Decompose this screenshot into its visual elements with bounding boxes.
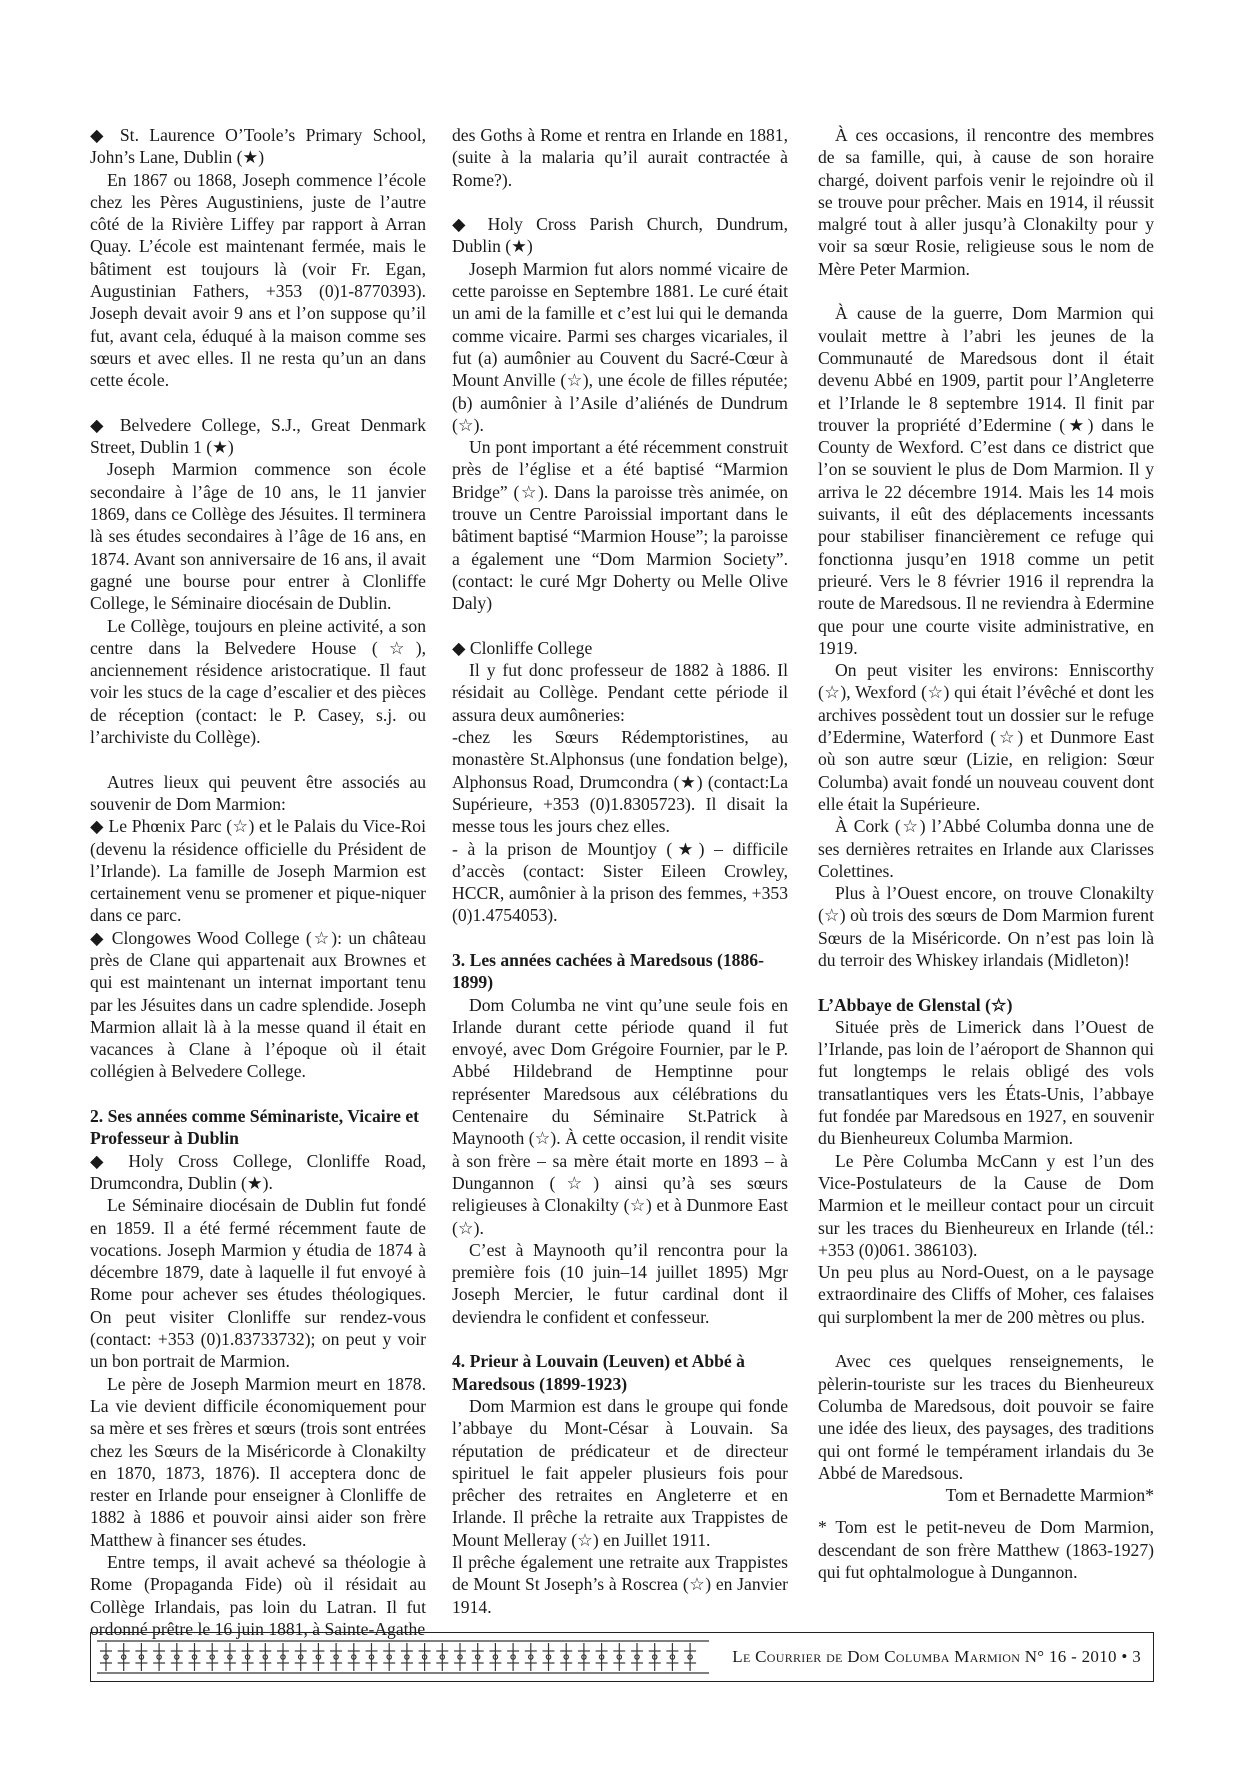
column-middle xyxy=(452,124,788,1618)
paragraph: C’est à Maynooth qu’il rencontra pour la première fois (10 juin–14 juillet 1895) Mgr Joseph Mercier, le futur cardinal dont il deviendra le confident et confesseur. xyxy=(452,1239,788,1327)
section-heading: L’Abbaye de Glenstal (☆) xyxy=(818,994,1013,1015)
paragraph: Joseph Marmion commence son école secondaire à l’âge de 10 ans, le 11 janvier 1869, dans ce Collège des Jésuites. Il terminera là ses études secondaires à l’âge de 16 ans, en 1874. Avant son anniversaire de 16 ans, il avait gagné une bourse pour entrer à Clonliffe College, le Séminaire diocésain de Dublin. xyxy=(90,459,426,614)
paragraph: ◆ Holy Cross Parish Church, Dundrum, Dublin (★) xyxy=(452,214,788,257)
paragraph: Avec ces quelques renseignements, le pèlerin-touriste sur les traces du Bienheureux Columba de Maredsous, doit pouvoir se faire une idée des lieux, des paysages, des traditions qui ont formé le tempérament irlandais du 3e Abbé de Maredsous. xyxy=(818,1351,1154,1483)
paragraph: Entre temps, il avait achevé sa théologie à Rome (Propaganda Fide) où il résidait au Collège Irlandais, pas loin du Latran. Il fut ordonné prêtre le 16 juin 1881, à Sainte-Agathe xyxy=(90,1552,426,1639)
section-heading: 2. Ses années comme Séminariste, Vicaire et Professeur à Dublin xyxy=(90,1106,419,1149)
footer-journal-title: Le Courrier de Dom Columba Marmion N° 16 - 2010 • xyxy=(732,1647,1128,1666)
paragraph: ◆ Le Phœnix Parc (☆) et le Palais du Vice-Roi (devenu la résidence officielle du Président de l’Irlande). La famille de Joseph Marmion est certainement venu se promener et pique-niquer dans ce parc. xyxy=(90,816,426,926)
paragraph: -chez les Sœurs Rédemptoristines, au monastère St.Alphonsus (une fondation belge), Alphonsus Road, Drumcondra (★) (contact:La Supérieure, +353 (0)1.8305723). Il disait la messe tous les jours chez elles. xyxy=(452,727,788,837)
cross-ornament-border-icon xyxy=(97,1639,709,1675)
paragraph: Autres lieux qui peuvent être associés au souvenir de Dom Marmion: xyxy=(90,771,426,814)
paragraph: Située près de Limerick dans l’Ouest de l’Irlande, pas loin de l’aéroport de Shannon qui fut longtemps le relais obligé des vols transatlantiques vers les États-Unis, l’abbaye fut fondée par Maredsous en 1927, en souvenir du Bienheureux Columba Marmion. xyxy=(818,1016,1154,1149)
paragraph: Un pont important a été récemment construit près de l’église et a été baptisé “Marmion Bridge” (☆). Dans la paroisse très animée, on trouve un Centre Paroissial important dans le bâtiment baptisé “Marmion House”; la paroisse a également une “Dom Marmion Society”. (contact: le curé Mgr Doherty ou Melle Olive Daly) xyxy=(452,437,788,614)
paragraph: Le Père Columba McCann y est l’un des Vice-Postulateurs de la Cause de Dom Marmion et le meilleur contact pour un circuit sur les traces du Bienheureux en Irlande (tél.: +353 (0)061. 386103). xyxy=(818,1150,1154,1260)
footnote: * Tom est le petit-neveu de Dom Marmion, descendant de son frère Matthew (1863-1927) qui fut ophtalmologue à Dungannon. xyxy=(818,1517,1154,1582)
paragraph: Plus à l’Ouest encore, on trouve Clonakilty (☆) où trois des sœurs de Dom Marmion furent Sœurs de la Miséricorde. On n’est pas loin là du terroir des Whiskey irlandais (Midleton)! xyxy=(818,883,1154,970)
paragraph: ◆ Holy Cross College, Clonliffe Road, Drumcondra, Dublin (★). xyxy=(90,1150,426,1193)
paragraph: Le Collège, toujours en pleine activité, a son centre dans la Belvedere House (☆), anciennement résidence aristocratique. Il faut voir les stucs de la cage d’escalier et des pièces de réception (contact: le P. Casey, s.j. ou l’archiviste du Collège). xyxy=(90,615,426,748)
paragraph: Il y fut donc professeur de 1882 à 1886. Il résidait au Collège. Pendant cette période il assura deux aumôneries: xyxy=(452,660,788,725)
page-footer xyxy=(90,1632,1154,1682)
paragraph: Joseph Marmion fut alors nommé vicaire de cette paroisse en Septembre 1881. Le curé était un ami de la famille et c’est lui qui le demanda comme vicaire. Parmi ses charges vicariales, il fut (a) aumônier au Couvent du Sacré-Cœur à Mount Anville (☆), une école de filles réputée; (b) aumônier à l’Asile d’aliénés de Dundrum (☆). xyxy=(452,258,788,435)
footer-journal-info xyxy=(732,1647,1141,1667)
paragraph: À cause de la guerre, Dom Marmion qui voulait mettre à l’abri les jeunes de la Communauté de Maredsous dont il était devenu Abbé en 1909, partit pour l’Angleterre et l’Irlande le 8 septembre 1914. Il finit par trouver la propriété d’Edermine (★) dans le County de Wexford. C’est dans ce district que l’on se souvient le plus de Dom Marmion. Il y arriva le 22 décembre 1914. Mais les 14 mois suivants, il eût des déplacements incessants pour stabiliser financièrement ce refuge qui fonctionna jusqu’en 1918 comme un petit prieuré. Vers le 8 février 1916 il reprendra la route de Maredsous. Il ne reviendra à Edermine que pour une courte visite administrative, en 1919. xyxy=(818,303,1154,658)
page-number: 3 xyxy=(1132,1647,1141,1666)
paragraph: ◆ Clongowes Wood College (☆): un château près de Clane qui appartenait aux Brownes et qui est maintenant un internat important tenu par les Jésuites dans un cadre splendide. Joseph Marmion allait là à la messe quand il était en vacances à Clane à l’époque où il était collégien à Belvedere College. xyxy=(90,927,426,1082)
paragraph: À Cork (☆) l’Abbé Columba donna une de ses dernières retraites en Irlande aux Clarisses Colettines. xyxy=(818,816,1154,881)
paragraph: Le Séminaire diocésain de Dublin fut fondé en 1859. Il a été fermé récemment faute de vocations. Joseph Marmion y étudia de 1874 à décembre 1879, date à laquelle il fut envoyé à Rome pour achever ses études théologiques. On peut visiter Clonliffe sur rendez-vous (contact: +353 (0)1.83733732); on peut y voir un bon portrait de Marmion. xyxy=(90,1195,426,1372)
paragraph: Dom Columba ne vint qu’une seule fois en Irlande durant cette période quand il fut envoyé, avec Dom Grégoire Fournier, par le P. Abbé Hildebrand de Hemptinne pour représenter Maredsous aux célébrations du Centenaire du Séminaire St.Patrick à Maynooth (☆). À cette occasion, il rendit visite à son frère – sa mère était morte en 1893 – à Dungannon (☆) ainsi qu’à ses sœurs religieuses à Clonakilty (☆) et à Dunmore East (☆). xyxy=(452,994,788,1238)
paragraph: On peut visiter les environs: Enniscorthy (☆), Wexford (☆) qui était l’évêché et dont les archives possèdent tout un dossier sur le refuge d’Edermine, Waterford (☆) et Dunmore East où son autre sœur (Lizie, en religion: Sœur Columba) avait fondé un nouveau couvent dont elle était la Supérieure. xyxy=(818,660,1154,814)
paragraph: Dom Marmion est dans le groupe qui fonde l’abbaye du Mont-César à Louvain. Sa réputation de prédicateur et de directeur spirituel le fait appeler plusieurs fois pour prêcher des retraites en Angleterre et en Irlande. Il prêche la retraite aux Trappistes de Mount Melleray (☆) en Juillet 1911. xyxy=(452,1395,788,1550)
section-heading: 3. Les années cachées à Maredsous (1886-1899) xyxy=(452,949,764,993)
author-signature: Tom et Bernadette Marmion* xyxy=(945,1485,1154,1506)
paragraph: ◆ Belvedere College, S.J., Great Denmark Street, Dublin 1 (★) xyxy=(90,414,426,458)
paragraph: ◆ St. Laurence O’Toole’s Primary School, John’s Lane, Dublin (★) xyxy=(90,125,426,168)
paragraph: En 1867 ou 1868, Joseph commence l’école chez les Pères Augustiniens, juste de l’autre côté de la Rivière Liffey par rapport à Arran Quay. L’école est maintenant fermée, mais le bâtiment est toujours là (voir Fr. Egan, Augustinian Fathers, +353 (0)1-8770393). Joseph devait avoir 9 ans et l’on suppose qu’il fut, avant cela, éduqué à la maison comme ses sœurs et avec elles. Il ne resta qu’un an dans cette école. xyxy=(90,169,426,391)
column-left xyxy=(90,124,426,1640)
paragraph: Le père de Joseph Marmion meurt en 1878. La vie devient difficile économiquement pour sa mère et ses frères et sœurs (trois sont entrées chez les Sœurs de la Miséricorde à Clonakilty en 1870, 1873, 1876). Il acceptera donc de rester en Irlande pour enseigner à Clonliffe de 1882 à 1886 et pouvoir ainsi aider son frère Matthew à financer ses études. xyxy=(90,1373,426,1550)
paragraph: - à la prison de Mountjoy (★) – difficile d’accès (contact: Sister Eileen Crowley, HCCR, aumônier à la prison des femmes, +353 (0)1.4754053). xyxy=(452,838,788,926)
paragraph: Un peu plus au Nord-Ouest, on a le paysage extraordinaire des Cliffs of Moher, ces falaises qui surplombent la mer de 200 mètres ou plus. xyxy=(818,1262,1154,1327)
paragraph: À ces occasions, il rencontre des membres de sa famille, qui, à cause de son horaire chargé, doivent parfois venir le rejoindre où il se trouve pour prêcher. Mais en 1914, il réussit malgré tout à aller jusqu’à Clonakilty pour y voir sa sœur Rosie, religieuse sous le nom de Mère Peter Marmion. xyxy=(818,125,1154,279)
paragraph: Il prêche également une retraite aux Trappistes de Mount St Joseph’s à Roscrea (☆) en Janvier 1914. xyxy=(452,1552,788,1617)
section-heading: 4. Prieur à Louvain (Leuven) et Abbé à Maredsous (1899-1923) xyxy=(452,1351,745,1394)
paragraph: ◆ Clonliffe College xyxy=(452,637,593,658)
paragraph: des Goths à Rome et rentra en Irlande en 1881, (suite à la malaria qu’il aurait contractée à Rome?). xyxy=(452,125,788,190)
column-right xyxy=(818,124,1154,1583)
